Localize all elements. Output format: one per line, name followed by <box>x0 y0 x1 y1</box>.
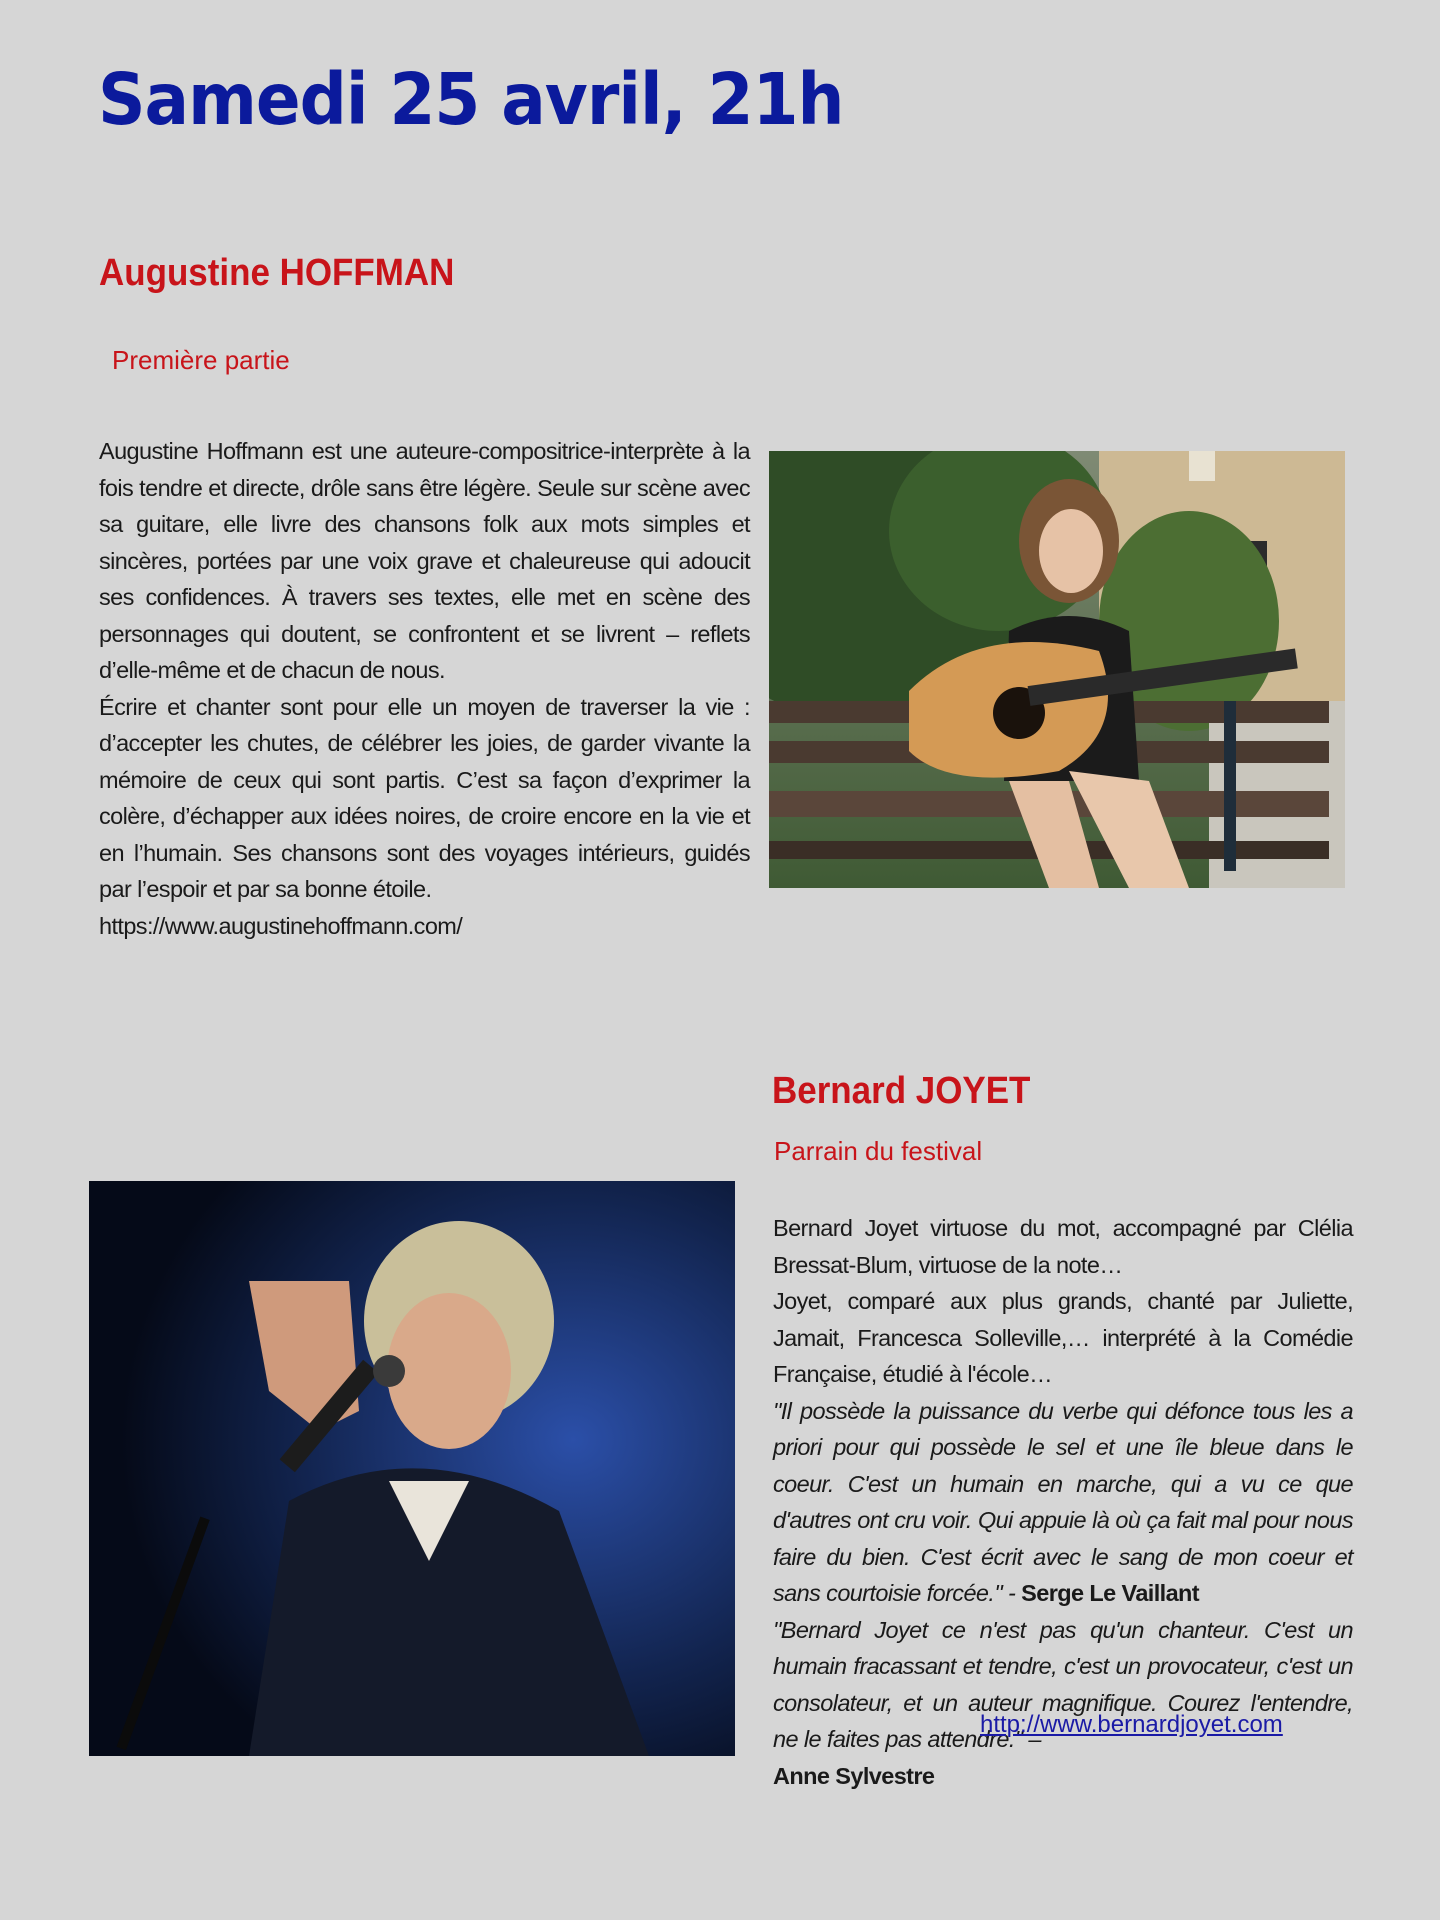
quote1-text: "Il possède la puissance du verbe qui défonce tous les a priori pour qui possède le sel et une île bleue dans le coeur. C'est un humain en marche, qui a vu ce que d'autres ont cru voir. Qui appuie là où ça fait mal pour nous faire du bien. C'est écrit avec le sang de mon coeur et sans courtoisie forcée." - <box>773 1397 1353 1606</box>
artist2-name: Bernard JOYET <box>772 1070 1031 1112</box>
artist2-quote1 <box>773 1393 1353 1612</box>
artist1-website[interactable]: https://www.augustinehoffmann.com/ <box>99 912 463 939</box>
artist2-website-link[interactable]: http://www.bernardjoyet.com <box>980 1711 1283 1738</box>
augustine-guitar-photo <box>769 451 1345 888</box>
artist1-bio <box>99 433 750 944</box>
artist2-role: Parrain du festival <box>774 1136 983 1166</box>
bernard-microphone-photo <box>89 1181 735 1756</box>
artist2-intro-p2: Joyet, comparé aux plus grands, chanté par Juliette, Jamait, Francesca Solleville,… interprété à la Comédie Française, étudié à l'école… <box>773 1288 1353 1387</box>
quote1-author: Serge Le Vaillant <box>1021 1580 1200 1606</box>
artist1-role: Première partie <box>112 345 290 375</box>
artist1-name: Augustine HOFFMAN <box>99 252 455 294</box>
artist1-bio-p1: Augustine Hoffmann est une auteure-compositrice-interprète à la fois tendre et directe, drôle sans être légère. Seule sur scène avec sa guitare, elle livre des chansons folk aux mots simples et sincères, portées par une voix grave et chaleureuse qui adoucit ses confidences. À travers ses textes, elle met en scène des personnages qui doutent, se confrontent et se livrent – reflets d’elle-même et de chacun de nous. <box>99 438 750 683</box>
quote2-text: "Bernard Joyet ce n'est pas qu'un chanteur. C'est un humain fracassant et tendre, c'est un provocateur, c'est un consolateur, et un auteur magnifique. Courez l'entendre, ne le faites pas attendre." – <box>773 1616 1353 1752</box>
event-date: Samedi 25 avril, 21h <box>98 58 844 142</box>
artist2-bio <box>773 1210 1353 1794</box>
artist2-intro-p1: Bernard Joyet virtuose du mot, accompagné par Clélia Bressat-Blum, virtuose de la note… <box>773 1215 1353 1278</box>
quote2-author: Anne Sylvestre <box>773 1762 935 1789</box>
artist1-bio-p2: Écrire et chanter sont pour elle un moyen de traverser la vie : d’accepter les chutes, de célébrer les joies, de garder vivante la mémoire de ceux qui sont partis. C’est sa façon d’exprimer la colère, d’échapper aux idées noires, de croire encore en la vie et en l’humain. Ses chansons sont des voyages intérieurs, guidés par l’espoir et par sa bonne étoile. <box>99 693 750 902</box>
